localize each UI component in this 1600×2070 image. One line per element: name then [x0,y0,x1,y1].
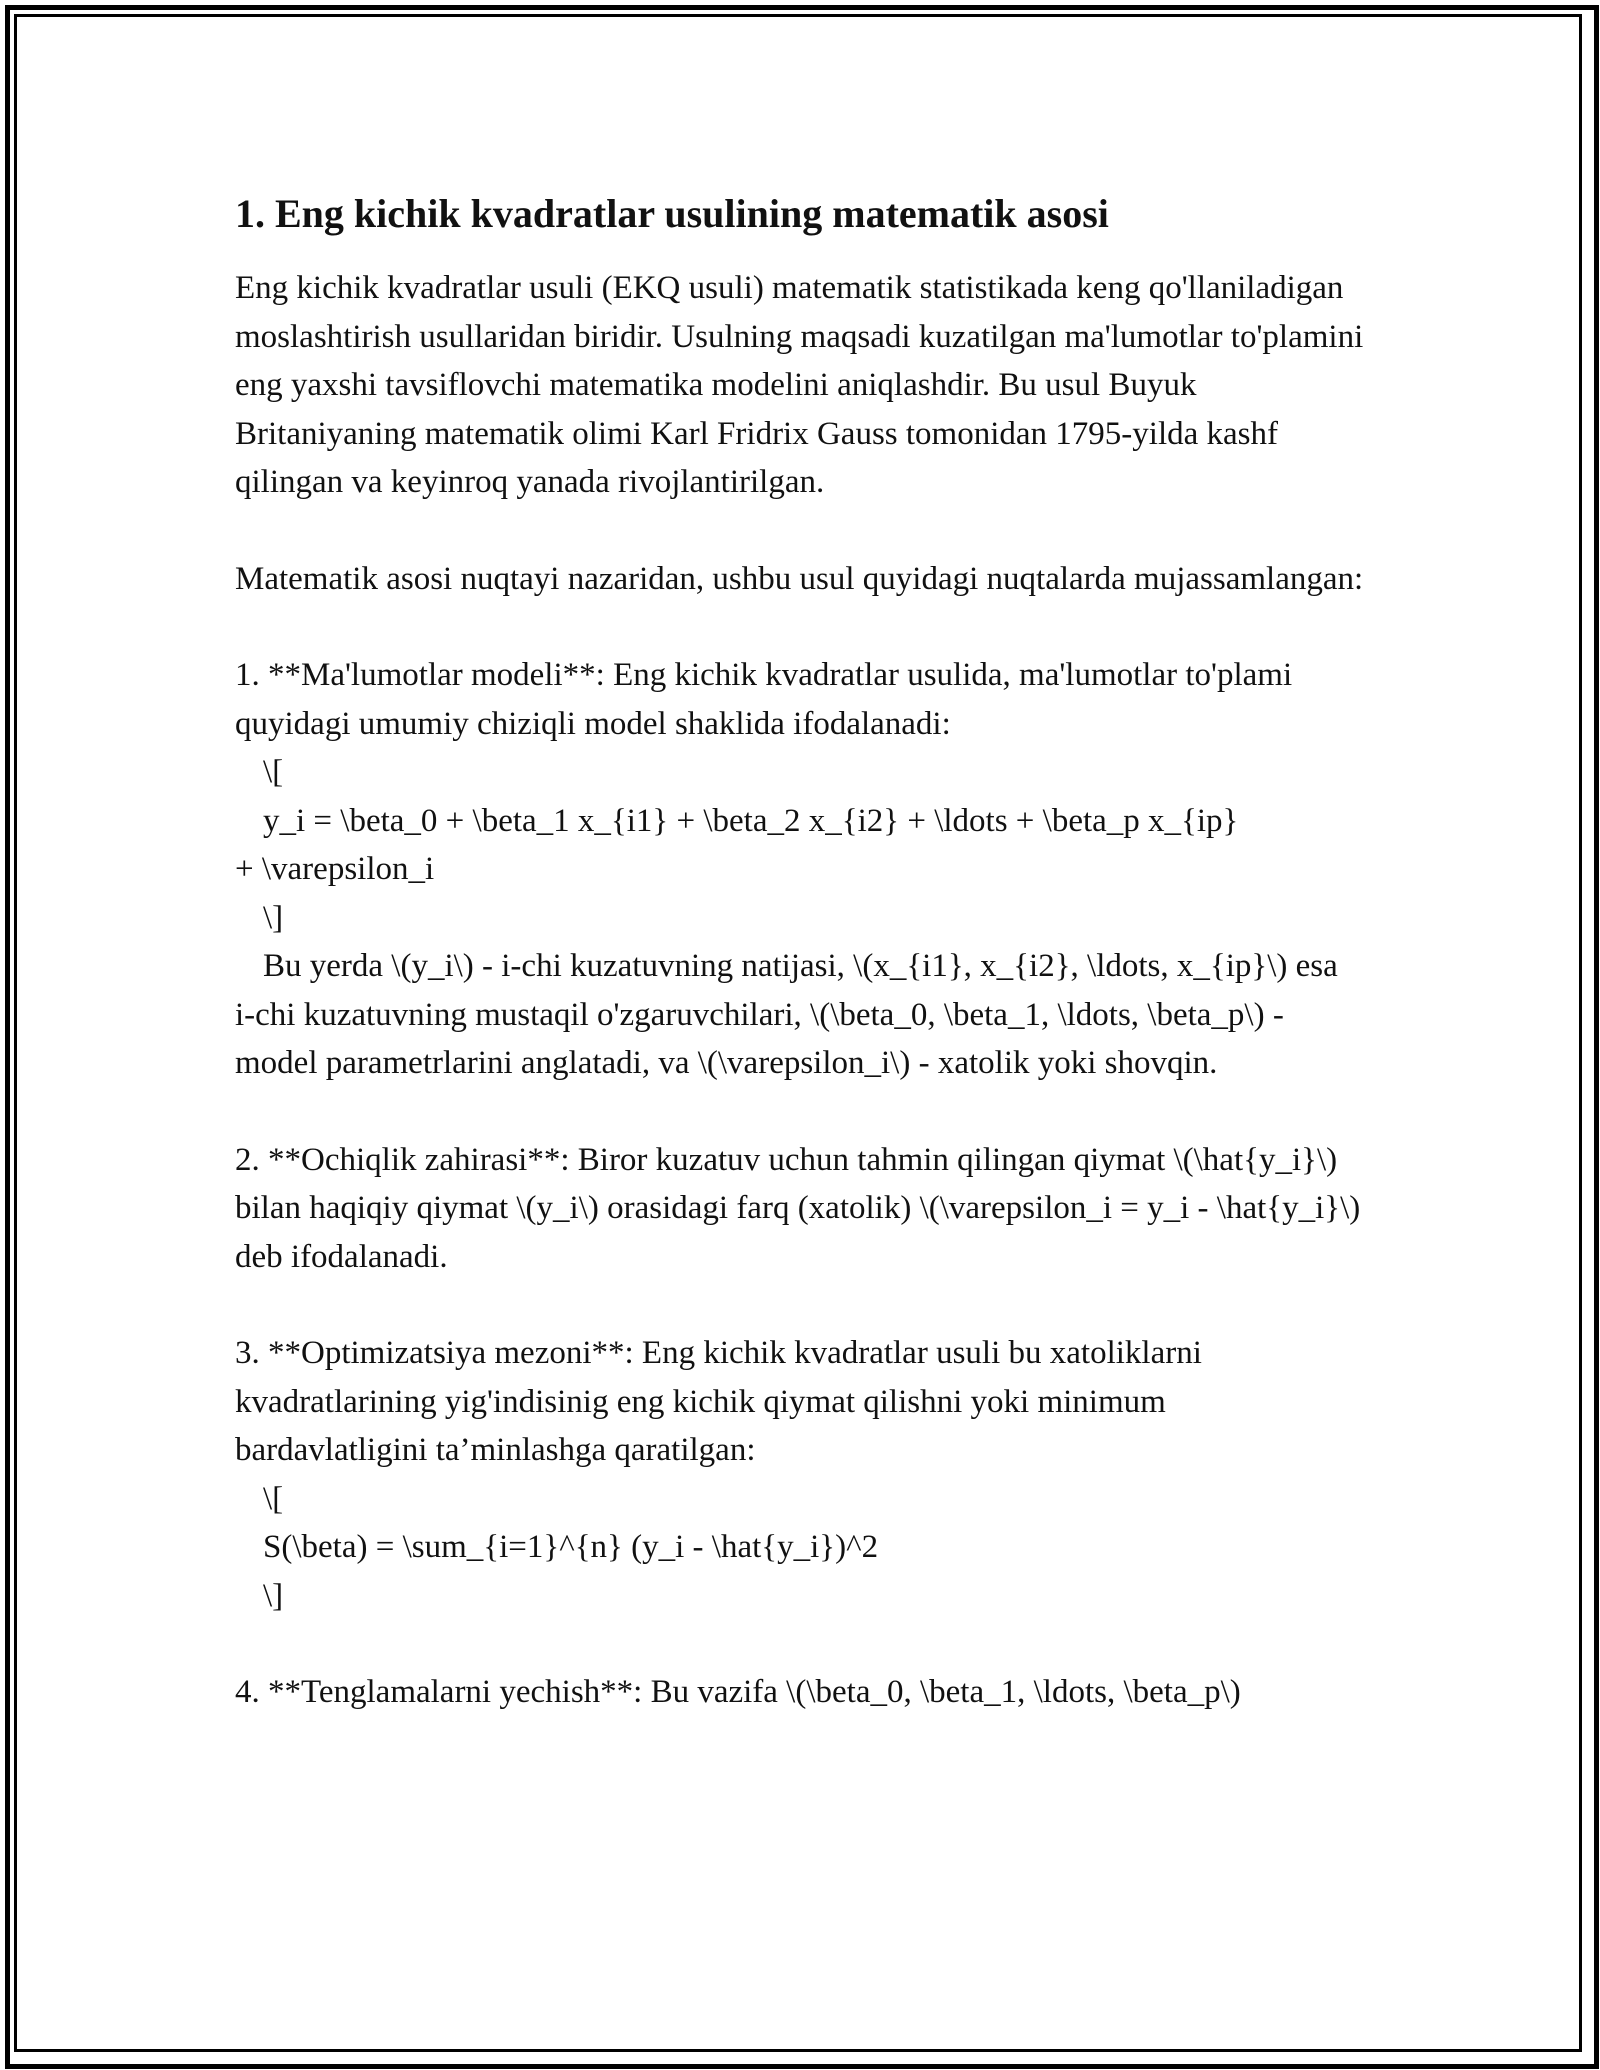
item-3-formula-close: \] [263,1577,284,1614]
item-1-intro: 1. **Ma'lumotlar modeli**: Eng kichik kvadratlar usulida, ma'lumotlar to'plami quyidagi umumiy chiziqli model shaklida ifodalanadi: [235,657,1293,742]
item-1-formula-close: \] [263,899,284,936]
basis-paragraph: Matematik asosi nuqtayi nazaridan, ushbu usul quyidagi nuqtalarda mujassamlangan: [235,560,1364,597]
list-item-3 [235,1329,1365,1620]
item-3-intro: 3. **Optimizatsiya mezoni**: Eng kichik kvadratlar usuli bu xatoliklarni kvadratlarining yig'indisinig eng kichik qiymat qilishni yoki minimum bardavlatligini ta’minlashga qaratilgan: [235,1335,1202,1468]
item-3-formula: S(\beta) = \sum_{i=1}^{n} (y_i - \hat{y_i})^2 [263,1529,879,1565]
intro-paragraph: Eng kichik kvadratlar usuli (EKQ usuli) matematik statistikada keng qo'llaniladigan moslashtirish usullaridan biridir. Usulning maqsadi kuzatilgan ma'lumotlar to'plamini eng yaxshi tavsiflovchi matematika modelini aniqlashdir. Bu usul Buyuk Britaniyaning matematik olimi Karl Fridrix Gauss tomonidan 1795-yilda kashf qilingan va keyinroq yanada rivojlantirilgan. [235,270,1364,500]
item-1-formula-cont: + \varepsilon_i [235,851,435,887]
item-3-formula-open: \[ [263,1480,284,1517]
section-heading: 1. Eng kichik kvadratlar usulining matematik asosi [235,191,1109,236]
item-1-explanation: Bu yerda \(y_i\) - i-chi kuzatuvning natijasi, \(x_{i1}, x_{i2}, \ldots, x_{ip}\) esa i-chi kuzatuvning mustaqil o'zgaruvchilari, \(\beta_0, \beta_1, \ldots, \beta_p\) - model parametrlarini anglatadi, va \(\varepsilon_i\) - xatolik yoki shovqin. [235,948,1338,1081]
item-1-formula: y_i = \beta_0 + \beta_1 x_{i1} + \beta_2 x_{i2} + \ldots + \beta_p x_{ip} [263,802,1239,839]
list-item-1 [235,651,1365,1088]
list-item-4: 4. **Tenglamalarni yechish**: Bu vazifa \(\beta_0, \beta_1, \ldots, \beta_p\) [235,1674,1241,1710]
list-item-2: 2. **Ochiqlik zahirasi**: Biror kuzatuv uchun tahmin qilingan qiymat \(\hat{y_i}\) bilan haqiqiy qiymat \(y_i\) orasidagi farq (xatolik) \(\varepsilon_i = y_i - \hat{y_i}\) deb ifodalanadi. [235,1141,1361,1275]
item-1-formula-open: \[ [263,754,284,790]
document-body [235,170,1365,1765]
